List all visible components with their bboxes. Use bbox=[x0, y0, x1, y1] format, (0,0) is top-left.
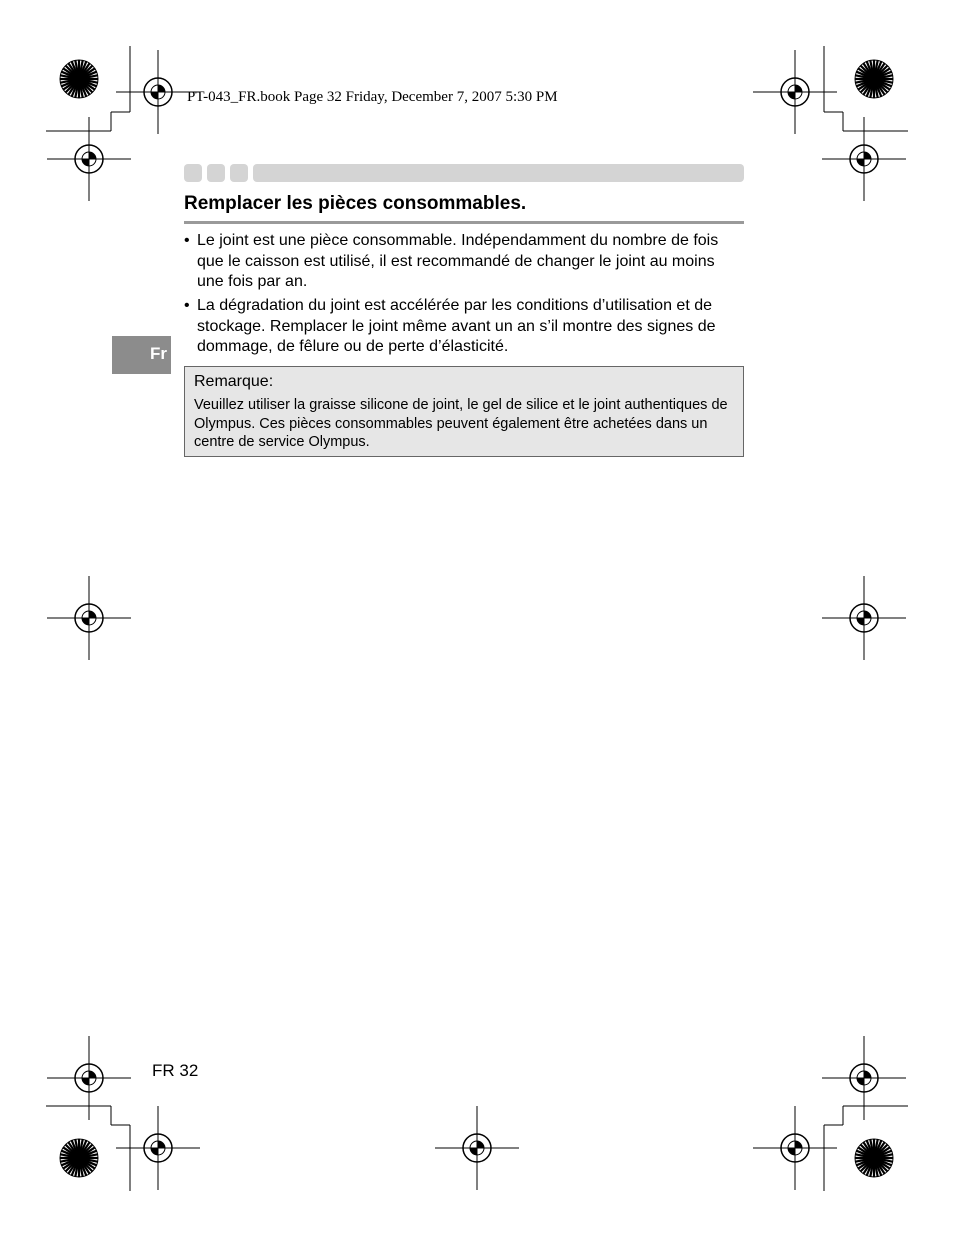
list-item bbox=[184, 231, 744, 293]
note-text: Veuillez utiliser la graisse silicone de joint, le gel de silice et le joint authentiques de Olympus. Ces pièces consommables peuvent également être achetées dans un centre de service Olympus. bbox=[194, 397, 728, 450]
note-title: Remarque: bbox=[194, 373, 274, 390]
list-item-text: Le joint est une pièce consommable. Indépendamment du nombre de fois que le caisson est utilisé, il est recommandé de changer le joint au moins une fois par an. bbox=[197, 232, 719, 290]
page-number: FR 32 bbox=[152, 1061, 199, 1080]
bullet-marker: • bbox=[184, 232, 190, 249]
file-info-header: PT-043_FR.book Page 32 Friday, December 7, 2007 5:30 PM bbox=[187, 89, 558, 105]
bullet-list bbox=[184, 231, 744, 361]
bullet-marker: • bbox=[184, 297, 190, 314]
title-underline bbox=[184, 221, 744, 224]
decor-square-2 bbox=[207, 164, 225, 182]
decor-square-1 bbox=[184, 164, 202, 182]
list-item-text: La dégradation du joint est accélérée par les conditions d’utilisation et de stockage. Remplacer le joint même avant un an s’il montre des signes de dommage, de fêlure ou de perte d’élasticité. bbox=[197, 297, 716, 355]
section-title: Remplacer les pièces consommables. bbox=[184, 193, 527, 214]
decor-bar-long bbox=[253, 164, 744, 182]
list-item bbox=[184, 296, 744, 358]
language-tab-label: Fr bbox=[150, 344, 167, 363]
section-decoration-bar bbox=[184, 164, 744, 182]
language-tab bbox=[112, 336, 171, 374]
decor-square-3 bbox=[230, 164, 248, 182]
note-box bbox=[184, 366, 744, 457]
